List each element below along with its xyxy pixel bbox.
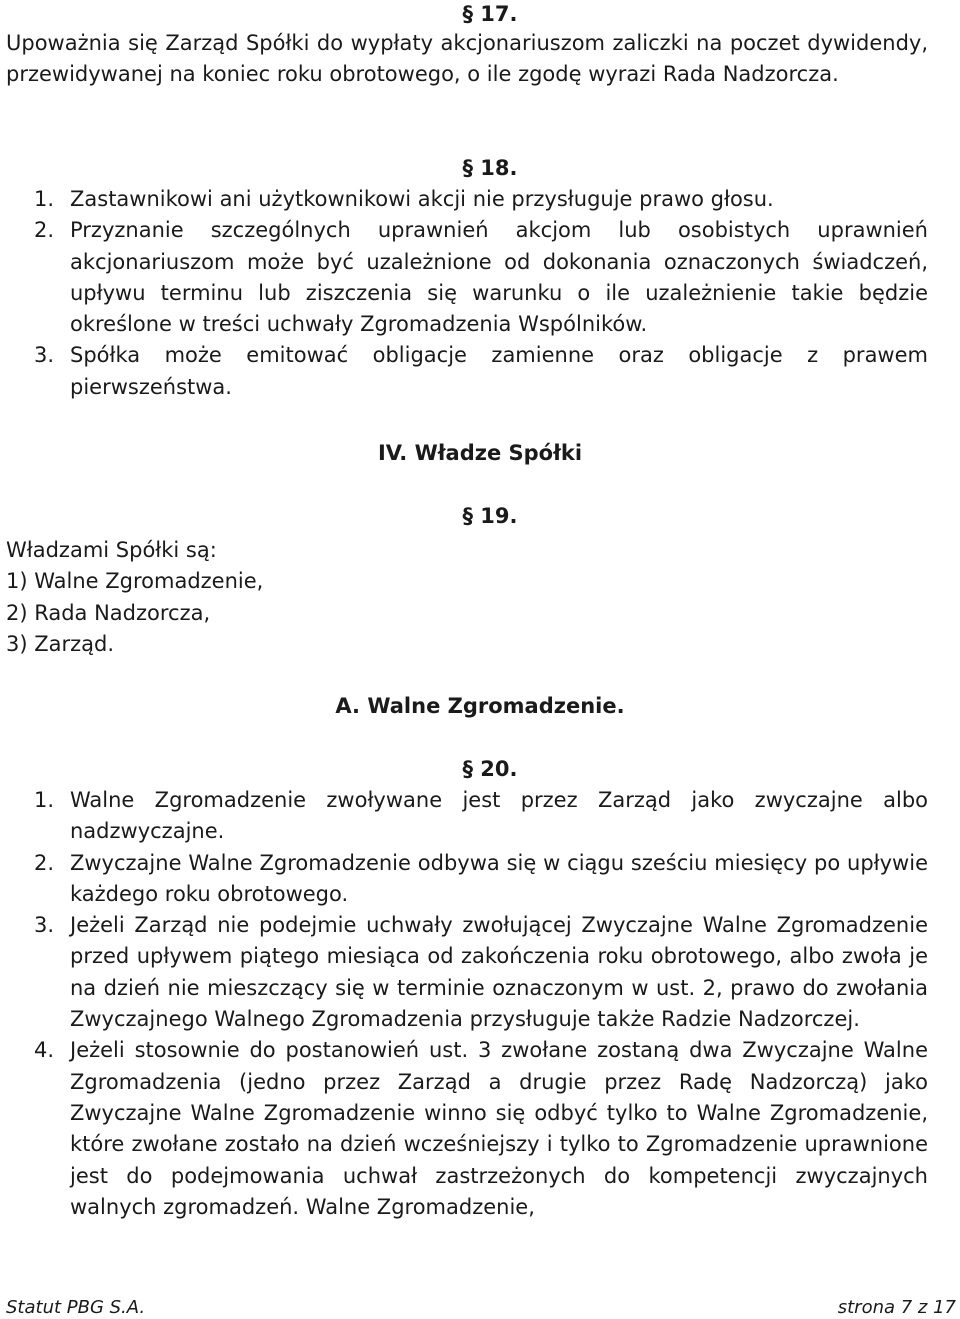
list-item: 1) Walne Zgromadzenie,: [6, 569, 264, 594]
paragraph-19-text: [6, 535, 506, 660]
list-item: 1. Walne Zgromadzenie zwoływane jest przez Zarząd jako zwyczajne albo nadzwyczajne.: [34, 788, 928, 844]
footer-page-number: strona 7 z 17: [837, 1297, 956, 1318]
list-item: 2. Zwyczajne Walne Zgromadzenie odbywa się w ciągu sześciu miesięcy po upływie każdego roku obrotowego.: [34, 850, 928, 906]
list-item: 3) Zarząd.: [6, 631, 115, 656]
paragraph-18-list: [0, 184, 928, 403]
paragraph-17-heading: § 17.: [462, 2, 518, 26]
list-item: 3. Jeżeli Zarząd nie podejmie uchwały zwołującej Zwyczajne Walne Zgromadzenie przed upływem piątego miesiąca od zakończenia roku obrotowego, albo zwoła je na dzień nie mieszczący się w terminie oznaczonym w ust. 2, prawo do zwołania Zwyczajnego Walnego Zgromadzenia przysługuje także Radzie Nadzorczej.: [34, 913, 928, 1032]
paragraph-20-list: [0, 785, 928, 1223]
section-heading-iv: IV. Władze Spółki: [377, 441, 583, 465]
paragraph-19-heading: § 19.: [462, 504, 518, 528]
intro-line: Władzami Spółki są:: [6, 538, 217, 562]
paragraph-20-heading: § 20.: [462, 757, 518, 781]
paragraph-17-text: Upoważnia się Zarząd Spółki do wypłaty akcjonariuszom zaliczki na poczet dywidendy, przewidywanej na koniec roku obrotowego, o ile zgodę wyrazi Rada Nadzorcza.: [6, 31, 928, 87]
list-item: 3. Spółka może emitować obligacje zamienne oraz obligacje z prawem pierwszeństwa.: [34, 343, 928, 399]
list-item: 2) Rada Nadzorcza,: [6, 600, 211, 625]
footer-document-title: Statut PBG S.A.: [6, 1297, 146, 1318]
section-heading-a: A. Walne Zgromadzenie.: [335, 694, 625, 718]
paragraph-18-heading: § 18.: [462, 156, 518, 180]
list-item: 2. Przyznanie szczególnych uprawnień akcjom lub osobistych uprawnień akcjonariuszom może być uzależnione od dokonania oznaczonych świadczeń, upływu terminu lub ziszczenia się warunku o ile uzależnienie takie będzie określone w treści uchwały Zgromadzenia Wspólników.: [34, 218, 928, 337]
list-item: 1. Zastawnikowi ani użytkownikowi akcji nie przysługuje prawo głosu.: [34, 187, 774, 211]
list-item: 4. Jeżeli stosownie do postanowień ust. 3 zwołane zostaną dwa Zwyczajne Walne Zgromadzenia (jedno przez Zarząd a drugie przez Radę Nadzorczą) jako Zwyczajne Walne Zgromadzenie winno się odbyć tylko to Walne Zgromadzenie, które zwołane zostało na dzień wcześniejszy i tylko to Zgromadzenie uprawnione jest do podejmowania uchwał zastrzeżonych do kompetencji zwyczajnych walnych zgromadzeń. Walne Zgromadzenie,: [34, 1038, 928, 1219]
